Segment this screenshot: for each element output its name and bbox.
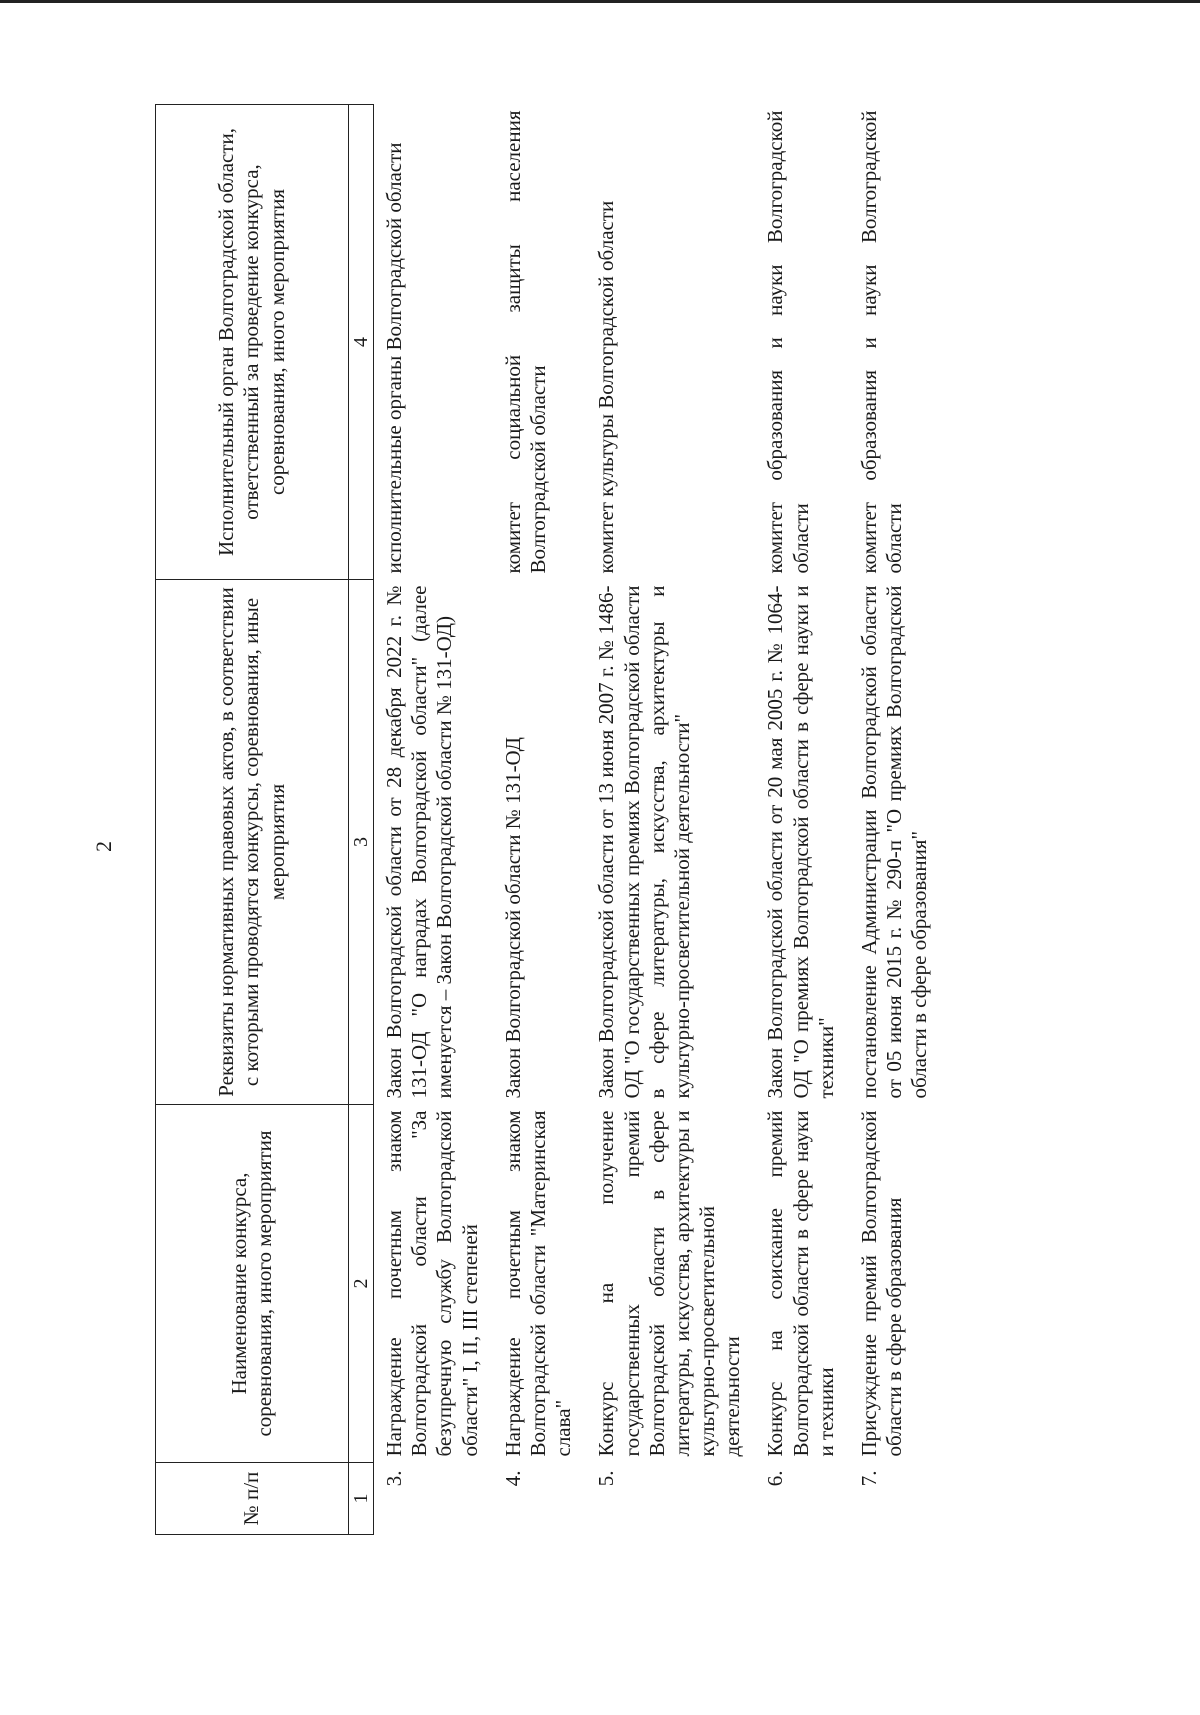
table-row: [586, 105, 755, 1535]
event-name-cell: Конкурс на соискание премий Волгоградской области в сфере науки и техники: [763, 1110, 838, 1457]
page-number: 2: [91, 841, 116, 852]
legal-acts-cell: постановление Администрации Волгоградской области от 05 июня 2015 г. № 290-п "О премиях Волгоградской области в сфере образования": [857, 585, 932, 1099]
column-number: 2: [349, 1105, 374, 1463]
column-number: 1: [349, 1463, 374, 1535]
legal-acts-cell: Закон Волгоградской области от 28 декабря 2022 г. № 131-ОД "О наградах Волгоградской области" (далее именуется – Закон Волгоградской области № 131-ОД): [382, 585, 457, 1099]
awards-table: [155, 104, 943, 1535]
row-number: 6.: [763, 1470, 788, 1487]
responsible-body-cell: комитет образования и науки Волгоградской области: [763, 110, 813, 574]
table-body: [374, 105, 943, 1535]
responsible-body-cell: комитет образования и науки Волгоградской области: [857, 110, 907, 574]
responsible-body-cell: исполнительные органы Волгоградской области: [382, 142, 406, 574]
legal-acts-cell: Закон Волгоградской области № 131-ОД: [500, 736, 525, 1099]
table-header: [156, 105, 374, 1535]
row-number: 5.: [594, 1470, 619, 1487]
header-row: [156, 105, 349, 1535]
header-legal-acts: Реквизиты нормативных правовых актов, в соответствии с которыми проводятся конкурсы, соревнования, иные мероприятия: [156, 580, 349, 1105]
row-number: 3.: [382, 1470, 406, 1487]
event-name-cell: Награждение почетным знаком Волгоградской области "Материнская слава": [500, 1110, 576, 1457]
rotated-sheet: [155, 105, 930, 1535]
top-edge-rule: [0, 0, 1200, 3]
responsible-body-cell: комитет социальной защиты населения Волгоградской области: [500, 110, 550, 574]
header-number: № п/п: [156, 1463, 349, 1535]
responsible-body-cell: комитет культуры Волгоградской области: [594, 200, 619, 574]
column-number: 4: [349, 105, 374, 580]
table-row: [493, 105, 587, 1535]
table-row: [755, 105, 849, 1535]
header-responsible-body: Исполнительный орган Волгоградской области, ответственный за проведение конкурса, соревнования, иного мероприятия: [156, 105, 349, 580]
table-row: [849, 105, 943, 1535]
column-number: 3: [349, 580, 374, 1105]
event-name-cell: Награждение почетным знаком Волгоградской области "За безупречную службу Волгоградской области" I, II, III степеней: [382, 1110, 482, 1457]
header-event-name: Наименование конкурса, соревнования, иного мероприятия: [156, 1105, 349, 1463]
table-row: [374, 105, 493, 1535]
column-number-row: [349, 105, 374, 1535]
legal-acts-cell: Закон Волгоградской области от 13 июня 2007 г. № 1486-ОД "О государственных премиях Волгоградской области в сфере литературы, искусства, архитектуры и культурно-просветительной деятельности": [594, 585, 694, 1099]
legal-acts-cell: Закон Волгоградской области от 20 мая 2005 г. № 1064-ОД "О премиях Волгоградской области в сфере науки и техники": [763, 585, 838, 1099]
event-name-cell: Присуждение премий Волгоградской области в сфере образования: [857, 1110, 907, 1457]
row-number: 7.: [857, 1470, 881, 1487]
event-name-cell: Конкурс на получение государственных премий Волгоградской области в сфере литературы, искусства, архитектуры и культурно-просветительной деятельности: [594, 1110, 745, 1457]
row-number: 4.: [500, 1470, 525, 1487]
